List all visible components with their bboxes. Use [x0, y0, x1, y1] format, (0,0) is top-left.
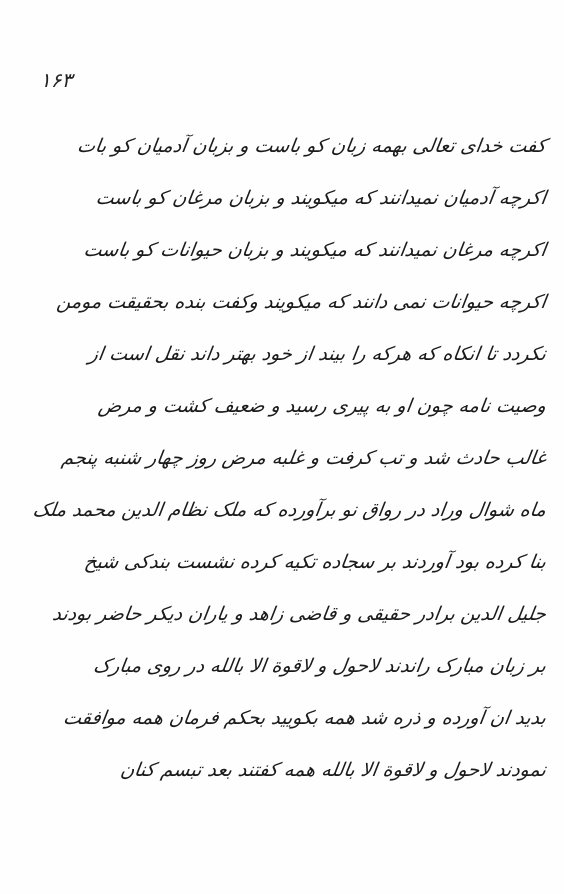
text-line-10: جلیل الدین برادر حقیقی و قاضی زاهد و یاران دیکر حاضر بودند [51, 603, 548, 625]
text-line-9: بنا کرده بود آوردند بر سجاده تکیه کرده نشست بندکی شیخ [82, 551, 548, 573]
text-line-13: نمودند لاحول و لاقوة الا بالله همه کفتند بعد تبسم کنان [118, 759, 548, 781]
text-line-6: وصیت نامه چون او به پیری رسید و ضعیف کشت و مرض [96, 395, 548, 417]
text-line-8: ماه شوال وراد در رواق نو برآورده که ملک نظام الدین محمد ملک [31, 499, 548, 521]
text-line-5: نکردد تا انکاه که هرکه را بیند از خود بهتر داند نقل است از [87, 343, 548, 365]
text-line-11: بر زبان مبارک راندند لاحول و لاقوة الا بالله در روی مبارک [91, 655, 548, 677]
text-line-12: بدید ان آورده و ذره شد همه بکویید بحکم فرمان همه موافقت [61, 707, 548, 729]
text-line-2: اکرچه آدمیان نمیدانند که میکویند و بزبان مرغان کو باست [94, 187, 548, 209]
page-number: ۱۶۳ [40, 68, 73, 92]
manuscript-text-block [31, 120, 548, 796]
text-line-4: اکرچه حیوانات نمی دانند که میکویند وکفت بنده بحقیقت مومن [55, 291, 548, 313]
text-line-7: غالب حادث شد و تب کرفت و غلبه مرض روز چهار شنبه پنجم [60, 447, 548, 469]
text-line-3: اکرچه مرغان نمیدانند که میکویند و بزبان حیوانات کو باست [82, 239, 548, 261]
text-line-1: کفت خدای تعالی بهمه زبان کو باست و بزبان آدمیان کو بات [75, 135, 548, 157]
